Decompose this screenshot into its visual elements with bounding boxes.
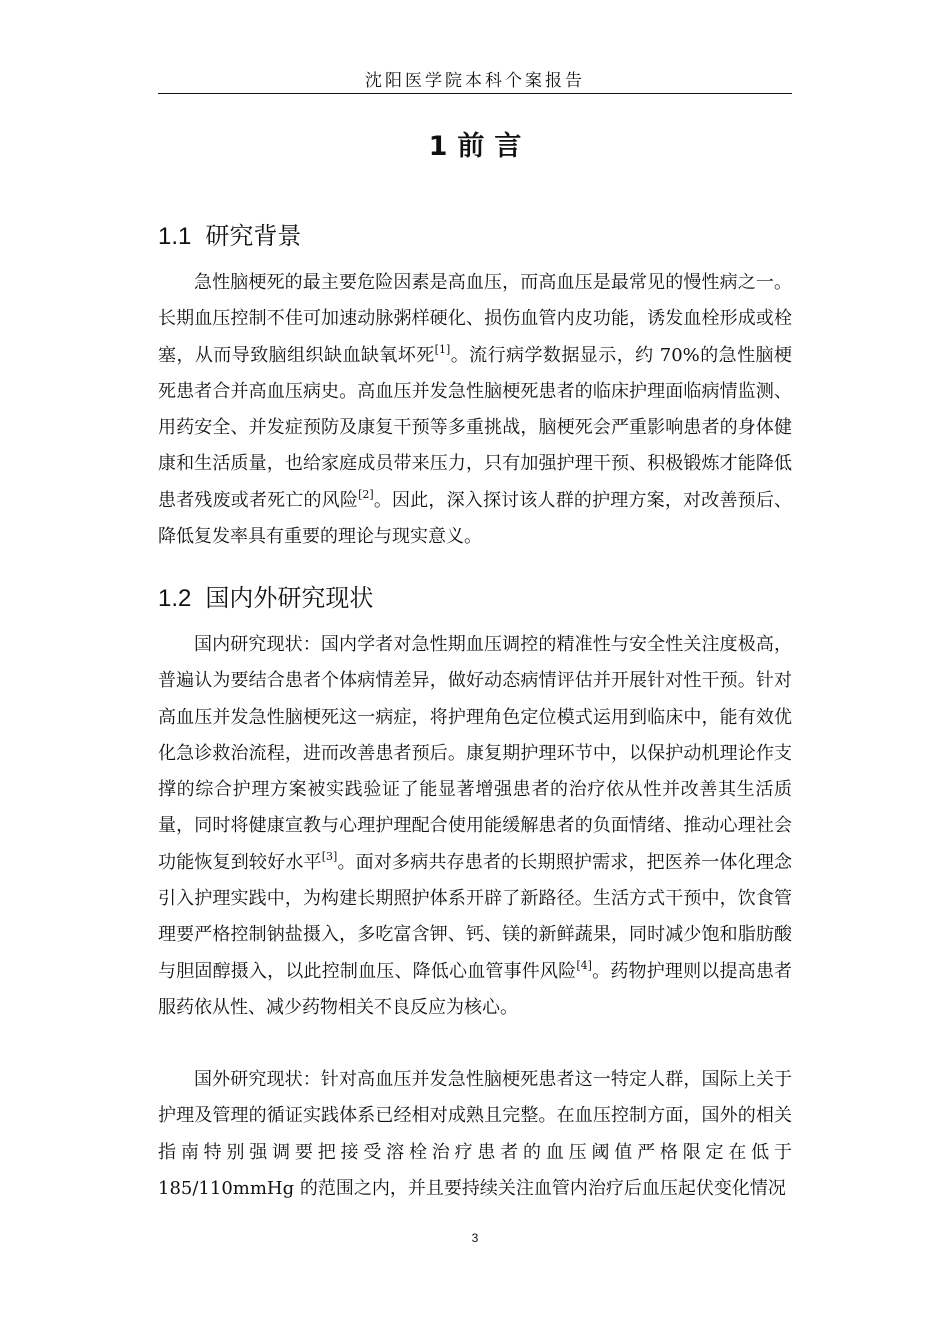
paragraph-foreign-research [158,1062,792,1207]
paragraph-text: 。因此，深入探讨该人群的护理方案，对改善预后、降低复发率具有重要的理论与现实意义。 [158,489,793,548]
page-number: 3 [471,1231,479,1245]
header-rule [158,93,792,94]
chapter-title-word-1: 前 [457,131,485,162]
paragraph-text: 。流行病学数据显示，约 70%的急性脑梗死患者合并高血压病史。高血压并发急性脑梗死患者的临床护理面临病情监测、用药安全、并发症预防及康复干预等多重挑战，脑梗死会严重影响患者的身体健康和生活质量，也给家庭成员带来压力，只有加强护理干预、积极锻炼才能降低患者残废或者死亡的风险 [158,344,792,511]
chapter-title-word-2: 言 [494,131,522,162]
paragraph-text: 国外研究现状：针对高血压并发急性脑梗死患者这一特定人群，国际上关于护理及管理的循证实践体系已经相对成熟且完整。在血压控制方面，国外的相关指南特别强调要把接受溶栓治疗患者的血压阈值严格限定在低于185/110mmHg 的范围之内，并且要持续关注血管内治疗后血压起伏变化情况 [158,1069,792,1199]
paragraph-background [158,265,792,555]
paragraph-text: 急性脑梗死的最主要危险因素是高血压，而高血压是最常见的慢性病之一。长期血压控制不佳可加速动脉粥样硬化、损伤血管内皮功能，诱发血栓形成或栓塞，从而导致脑组织缺血缺氧坏死 [158,272,792,366]
running-header: 沈阳医学院本科个案报告 [365,71,585,91]
section-heading-background [158,216,301,251]
citation-ref: [2] [358,487,374,501]
section-number: 1.1 [158,223,192,250]
chapter-title [0,124,950,163]
paragraph-text: 国内研究现状：国内学者对急性期血压调控的精准性与安全性关注度极高，普遍认为要结合患者个体病情差异，做好动态病情评估并开展针对性干预。针对高血压并发急性脑梗死这一病症，将护理角色定位模式运用到临床中，能有效优化急诊救治流程，进而改善患者预后。康复期护理环节中，以保护动机理论作支撑的综合护理方案被实践验证了能显著增强患者的治疗依从性并改善其生活质量，同时将健康宣教与心理护理配合使用能缓解患者的负面情绪、推动心理社会功能恢复到较好水平 [158,634,792,873]
section-number: 1.2 [158,585,192,612]
citation-ref: [1] [434,342,451,356]
chapter-number: 1 [428,131,448,162]
citation-ref: [4] [576,958,592,972]
paragraph-domestic-research [158,627,792,1026]
citation-ref: [3] [321,849,338,863]
section-title: 国内外研究现状 [205,584,374,612]
paragraph-text: 。药物护理则以提高患者服药依从性、减少药物相关不良反应为核心。 [158,960,793,1018]
paragraph-text: 。面对多病共存患者的长期照护需求，把医养一体化理念引入护理实践中，为构建长期照护体系开辟了新路径。生活方式干预中，饮食管理要严格控制钠盐摄入，多吃富含钾、钙、镁的新鲜蔬果，同时减少饱和脂肪酸与胆固醇摄入，以此控制血压、降低心血管事件风险 [158,851,793,982]
section-heading-research-status [158,578,373,613]
section-title: 研究背景 [205,222,302,250]
